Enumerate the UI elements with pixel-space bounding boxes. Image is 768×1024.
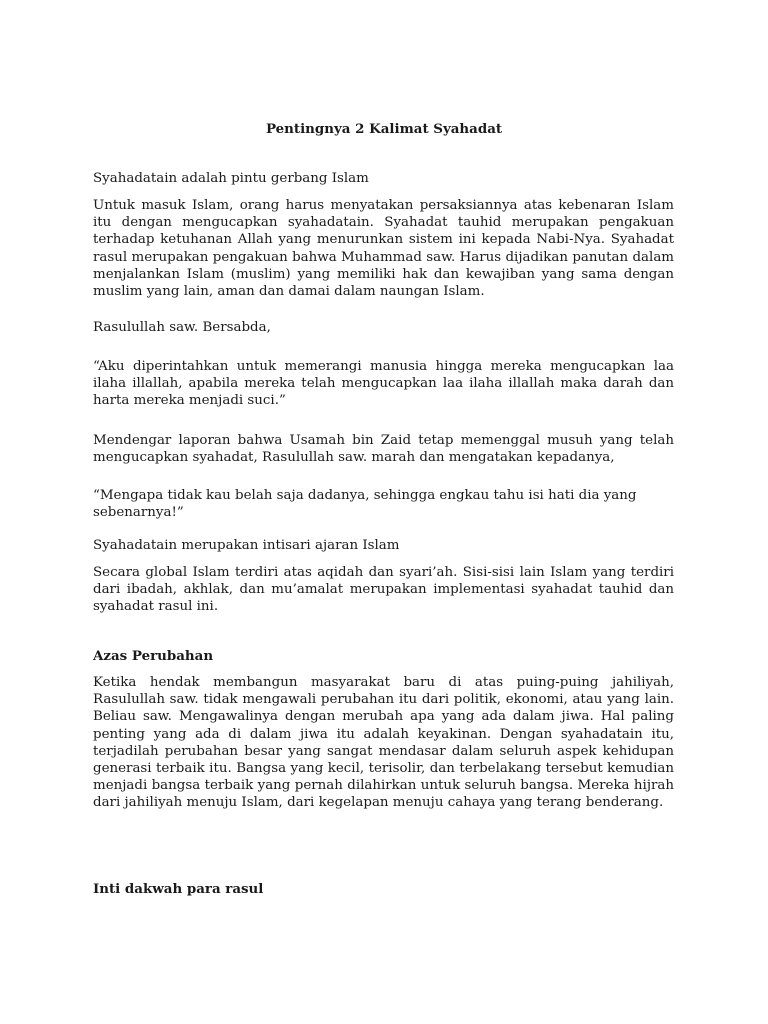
paragraph-pintu-gerbang: Syahadatain adalah pintu gerbang Islam	[93, 171, 369, 186]
paragraph-untuk-masuk-islam: Untuk masuk Islam, orang harus menyatakan persaksiannya atas kebenaran Islam itu dengan mengucapkan syahadatain. Syahadat tauhid merupakan pengakuan terhadap ketuhanan Allah yang menurunkan sistem ini kepada Nabi-Nya. Syahadat rasul merupakan pengakuan bahwa Muhammad saw. Harus dijadikan panutan dalam menjalankan Islam (muslim) yang memiliki hak dan kewajiban yang sama dengan muslim yang lain, aman dan damai dalam naungan Islam.	[93, 198, 674, 300]
paragraph-rasulullah-bersabda: Rasulullah saw. Bersabda,	[93, 320, 271, 335]
quote-mengapa-tidak: “Mengapa tidak kau belah saja dadanya, sehingga engkau tahu isi hati dia yang sebenarnya!”	[93, 488, 637, 521]
document-title: Pentingnya 2 Kalimat Syahadat	[265, 121, 503, 137]
paragraph-mendengar-laporan: Mendengar laporan bahwa Usamah bin Zaid tetap memenggal musuh yang telah mengucapkan syahadat, Rasulullah saw. marah dan mengatakan kepadanya,	[93, 433, 674, 466]
heading-inti-dakwah: Inti dakwah para rasul	[93, 881, 264, 897]
quote-aku-diperintahkan: “Aku diperintahkan untuk memerangi manusia hingga mereka mengucapkan laa ilaha illallah, apabila mereka telah mengucapkan laa ilaha illallah maka darah dan harta mereka menjadi suci.”	[93, 359, 674, 409]
paragraph-secara-global: Secara global Islam terdiri atas aqidah dan syari’ah. Sisi-sisi lain Islam yang terdiri dari ibadah, akhlak, dan mu’amalat merupakan implementasi syahadat tauhid dan syahadat rasul ini.	[93, 565, 674, 615]
paragraph-intisari-ajaran: Syahadatain merupakan intisari ajaran Islam	[93, 538, 400, 553]
heading-azas-perubahan: Azas Perubahan	[93, 648, 214, 664]
paragraph-ketika-hendak: Ketika hendak membangun masyarakat baru di atas puing-puing jahiliyah, Rasulullah saw. tidak mengawali perubahan itu dari politik, ekonomi, atau yang lain. Beliau saw. Mengawalinya dengan merubah apa yang ada dalam jiwa. Hal paling penting yang ada di dalam jiwa itu adalah keyakinan. Dengan syahadatain itu, terjadilah perubahan besar yang sangat mendasar dalam seluruh aspek kehidupan generasi terbaik itu. Bangsa yang kecil, terisolir, dan terbelakang tersebut kemudian menjadi bangsa terbaik yang pernah dilahirkan untuk seluruh bangsa. Mereka hijrah dari jahiliyah menuju Islam, dari kegelapan menuju cahaya yang terang benderang.	[93, 675, 674, 811]
